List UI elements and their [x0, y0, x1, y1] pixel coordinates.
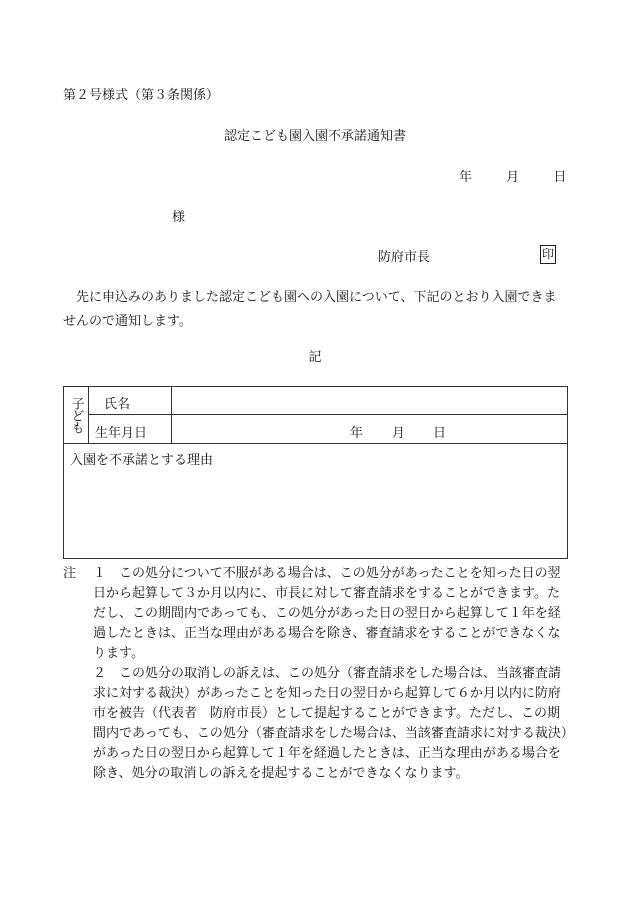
- birthdate-label: 生年月日: [95, 426, 148, 441]
- table-divider: [64, 443, 567, 444]
- issue-date: [459, 166, 566, 185]
- name-label: 氏名: [104, 397, 131, 412]
- seal-stamp: 印: [540, 245, 556, 264]
- notice-body-text: 先に申込みのありました認定こども園への入園について、下記のとおり入園できませんので通知します。: [63, 290, 557, 329]
- notes-heading: 注: [63, 566, 77, 581]
- ki-heading: 記: [308, 350, 322, 365]
- date-month: 月: [506, 170, 520, 185]
- note-text: この処分の取消しの訴えは、この処分（審査請求をした場合は、当該審査請求に対する裁決）があったことを知った日の翌日から起算して６か月以内に防府市を被告（代表者 防府市長）として提起することができます。ただし、この期間内であっても、この処分（審査請求をした場合は、当該審査請求に対する裁決）があった日の翌日から起算して１年を経過したときは、正当な理由がある場合を除き、処分の取消しの訴えを提起することができなくなります。: [93, 666, 568, 781]
- child-label: 子ども: [68, 397, 84, 433]
- addressee-honorific: 様: [172, 210, 186, 225]
- table-divider: [88, 387, 89, 443]
- name-value-cell[interactable]: [172, 387, 567, 414]
- note-number: １: [93, 566, 107, 581]
- reason-value-cell[interactable]: [64, 469, 567, 558]
- child-info-table: [63, 386, 568, 559]
- document-title: 認定こども園入園不承諾通知書: [223, 129, 406, 144]
- date-year: 年: [459, 170, 473, 185]
- birth-day: 日: [433, 426, 447, 441]
- child-label-cell: [64, 387, 88, 443]
- issuer-name: 防府市長: [378, 250, 431, 265]
- note-number: ２: [93, 666, 107, 681]
- birth-month: 月: [392, 426, 406, 441]
- reason-label: 入園を不承諾とする理由: [70, 453, 214, 468]
- date-day: 日: [553, 170, 567, 185]
- birthdate-value-cell[interactable]: [172, 415, 567, 443]
- birth-year: 年: [350, 426, 364, 441]
- note-text: この処分について不服がある場合は、この処分があったことを知った日の翌日から起算して３か月以内に、市長に対して審査請求をすることができます。ただし、この期間内であっても、この処分があった日の翌日から起算して１年を経過したときは、正当な理由がある場合を除き、審査請求をすることができなくなります。: [93, 566, 561, 661]
- form-number: 第２号様式（第３条関係）: [63, 88, 220, 103]
